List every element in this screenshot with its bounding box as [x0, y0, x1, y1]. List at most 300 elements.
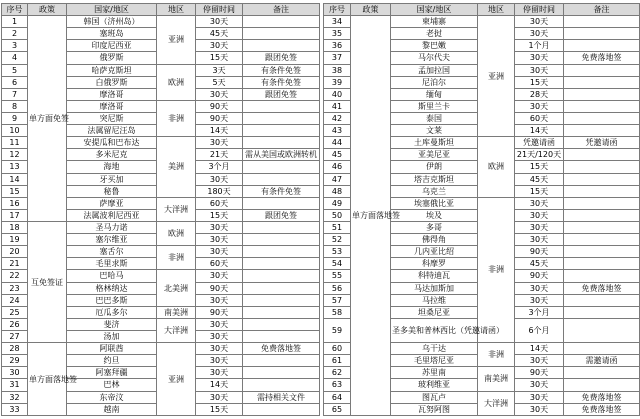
country-cell: 多米尼克 — [67, 149, 157, 161]
note-cell — [243, 40, 320, 52]
row-no: 19 — [2, 234, 28, 246]
note-cell — [243, 355, 320, 367]
country-cell: 毛里求斯 — [67, 258, 157, 270]
note-cell — [243, 137, 320, 149]
header-country: 国家/地区 — [67, 4, 157, 16]
stay-cell: 30天 — [196, 270, 243, 282]
stay-cell: 14天 — [196, 379, 243, 391]
country-cell: 海地 — [67, 161, 157, 173]
note-cell — [243, 403, 320, 415]
table-row — [2, 221, 320, 233]
region-cell: 非洲 — [157, 246, 196, 270]
row-no: 27 — [2, 330, 28, 342]
stay-cell: 30天 — [515, 294, 564, 306]
stay-cell: 凭邀请函 — [515, 137, 564, 149]
row-no: 30 — [2, 367, 28, 379]
left-table — [1, 3, 320, 416]
header-note: 备注 — [564, 4, 640, 16]
note-cell: 免费落地签 — [243, 343, 320, 355]
row-no: 65 — [324, 403, 351, 415]
row-no: 63 — [324, 379, 351, 391]
row-no: 35 — [324, 28, 351, 40]
note-cell: 跟团免签 — [243, 88, 320, 100]
country-cell: 塞班岛 — [67, 28, 157, 40]
note-cell — [243, 330, 320, 342]
country-cell: 格林纳达 — [67, 282, 157, 294]
country-cell: 玻利维亚 — [391, 379, 478, 391]
country-cell: 埃及 — [391, 209, 478, 221]
note-cell — [243, 367, 320, 379]
row-no: 25 — [2, 306, 28, 318]
row-no: 10 — [2, 125, 28, 137]
note-cell — [564, 221, 640, 233]
row-no: 8 — [2, 100, 28, 112]
policy-cell: 单方面落地签 — [351, 16, 391, 416]
note-cell — [243, 197, 320, 209]
country-cell: 科摩罗 — [391, 258, 478, 270]
country-cell: 安提瓜和巴布达 — [67, 137, 157, 149]
region-cell: 亚洲 — [478, 16, 515, 137]
stay-cell: 30天 — [196, 234, 243, 246]
row-no: 18 — [2, 221, 28, 233]
note-cell — [564, 234, 640, 246]
row-no: 47 — [324, 173, 351, 185]
note-cell: 免费落地签 — [564, 282, 640, 294]
row-no: 54 — [324, 258, 351, 270]
region-cell: 大洋洲 — [157, 318, 196, 342]
stay-cell: 30天 — [515, 52, 564, 64]
stay-cell: 45天 — [515, 173, 564, 185]
row-no: 38 — [324, 64, 351, 76]
row-no: 40 — [324, 88, 351, 100]
note-cell — [243, 161, 320, 173]
country-cell: 斐济 — [67, 318, 157, 330]
stay-cell: 30天 — [196, 16, 243, 28]
region-cell: 非洲 — [157, 100, 196, 136]
region-cell: 非洲 — [478, 343, 515, 367]
row-no: 51 — [324, 221, 351, 233]
row-no: 36 — [324, 40, 351, 52]
row-no: 62 — [324, 367, 351, 379]
stay-cell: 30天 — [196, 40, 243, 52]
stay-cell: 30天 — [196, 367, 243, 379]
header-stay: 停留时间 — [196, 4, 243, 16]
region-cell: 南美洲 — [478, 367, 515, 391]
country-cell: 尼泊尔 — [391, 76, 478, 88]
stay-cell: 45天 — [515, 258, 564, 270]
country-cell: 图瓦卢 — [391, 391, 478, 403]
note-cell — [564, 76, 640, 88]
row-no: 42 — [324, 112, 351, 124]
row-no: 15 — [2, 185, 28, 197]
note-cell — [243, 173, 320, 185]
stay-cell: 90天 — [196, 282, 243, 294]
country-cell: 萨摩亚 — [67, 197, 157, 209]
note-cell — [243, 246, 320, 258]
stay-cell: 30天 — [515, 16, 564, 28]
country-cell: 孟加拉国 — [391, 64, 478, 76]
stay-cell: 30天 — [515, 64, 564, 76]
country-cell: 厄瓜多尔 — [67, 306, 157, 318]
header-country: 国家/地区 — [391, 4, 478, 16]
country-cell: 阿塞拜疆 — [67, 367, 157, 379]
region-cell: 北美洲 — [157, 270, 196, 306]
note-cell — [564, 379, 640, 391]
note-cell: 有条件免签 — [243, 64, 320, 76]
row-no: 28 — [2, 343, 28, 355]
note-cell — [564, 185, 640, 197]
note-cell — [243, 28, 320, 40]
stay-cell: 30天 — [196, 294, 243, 306]
stay-cell: 90天 — [515, 367, 564, 379]
header-region: 地区 — [157, 4, 196, 16]
row-no: 55 — [324, 270, 351, 282]
country-cell: 圣多美和普林西比（凭邀请函） — [391, 318, 478, 342]
note-cell — [564, 173, 640, 185]
row-no: 29 — [2, 355, 28, 367]
note-cell: 免费落地签 — [564, 403, 640, 415]
note-cell — [564, 258, 640, 270]
country-cell: 圣马力诺 — [67, 221, 157, 233]
country-cell: 伊朗 — [391, 161, 478, 173]
country-cell: 塞舌尔 — [67, 246, 157, 258]
country-cell: 乌克兰 — [391, 185, 478, 197]
note-cell: 需邀请函 — [564, 355, 640, 367]
note-cell — [564, 270, 640, 282]
note-cell: 需从美国或欧洲转机 — [243, 149, 320, 161]
country-cell: 摩洛哥 — [67, 88, 157, 100]
note-cell: 有条件免签 — [243, 185, 320, 197]
stay-cell: 30天 — [196, 246, 243, 258]
note-cell — [564, 367, 640, 379]
stay-cell: 30天 — [515, 221, 564, 233]
row-no: 60 — [324, 343, 351, 355]
stay-cell: 30天 — [196, 343, 243, 355]
note-cell: 跟团免签 — [243, 209, 320, 221]
row-no: 64 — [324, 391, 351, 403]
note-cell — [243, 306, 320, 318]
region-cell: 大洋洲 — [157, 197, 196, 221]
country-cell: 摩洛哥 — [67, 100, 157, 112]
region-cell: 欧洲 — [478, 137, 515, 198]
note-cell — [243, 221, 320, 233]
stay-cell: 1个月 — [515, 40, 564, 52]
row-no: 1 — [2, 16, 28, 28]
header-no: 序号 — [324, 4, 351, 16]
region-cell: 美洲 — [157, 137, 196, 198]
header-stay: 停留时间 — [515, 4, 564, 16]
stay-cell: 30天 — [515, 355, 564, 367]
note-cell — [243, 379, 320, 391]
country-cell: 缅甸 — [391, 88, 478, 100]
row-no: 24 — [2, 294, 28, 306]
country-cell: 亚美尼亚 — [391, 149, 478, 161]
region-cell: 亚洲 — [157, 16, 196, 64]
row-no: 22 — [2, 270, 28, 282]
row-no: 33 — [2, 403, 28, 415]
stay-cell: 15天 — [196, 403, 243, 415]
row-no: 34 — [324, 16, 351, 28]
stay-cell: 60天 — [196, 258, 243, 270]
stay-cell: 15天 — [196, 52, 243, 64]
country-cell: 几内亚比绍 — [391, 246, 478, 258]
row-no: 31 — [2, 379, 28, 391]
country-cell: 约旦 — [67, 355, 157, 367]
stay-cell: 30天 — [196, 221, 243, 233]
note-cell — [564, 64, 640, 76]
country-cell: 老挝 — [391, 28, 478, 40]
header-policy: 政策 — [351, 4, 391, 16]
stay-cell: 21天 — [196, 149, 243, 161]
country-cell: 韩国（济州岛） — [67, 16, 157, 28]
row-no: 3 — [2, 40, 28, 52]
region-cell: 欧洲 — [157, 64, 196, 100]
row-no: 16 — [2, 197, 28, 209]
stay-cell: 28天 — [515, 88, 564, 100]
policy-cell: 单方面免签 — [28, 16, 67, 222]
country-cell: 俄罗斯 — [67, 52, 157, 64]
note-cell — [243, 282, 320, 294]
note-cell — [564, 294, 640, 306]
country-cell: 泰国 — [391, 112, 478, 124]
country-cell: 埃塞俄比亚 — [391, 197, 478, 209]
country-cell: 巴巴多斯 — [67, 294, 157, 306]
note-cell — [243, 318, 320, 330]
row-no: 44 — [324, 137, 351, 149]
row-no: 4 — [2, 52, 28, 64]
note-cell — [564, 197, 640, 209]
row-no: 37 — [324, 52, 351, 64]
country-cell: 白俄罗斯 — [67, 76, 157, 88]
country-cell: 土库曼斯坦 — [391, 137, 478, 149]
country-cell: 塞尔维亚 — [67, 234, 157, 246]
row-no: 32 — [2, 391, 28, 403]
country-cell: 乌干达 — [391, 343, 478, 355]
stay-cell: 15天 — [515, 76, 564, 88]
stay-cell: 6个月 — [515, 318, 564, 342]
table-row — [324, 16, 640, 28]
stay-cell: 30天 — [196, 330, 243, 342]
note-cell — [564, 100, 640, 112]
row-no: 17 — [2, 209, 28, 221]
header-policy: 政策 — [28, 4, 67, 16]
row-no: 7 — [2, 88, 28, 100]
row-no: 6 — [2, 76, 28, 88]
note-cell: 凭邀请函 — [564, 137, 640, 149]
note-cell: 免费落地签 — [564, 52, 640, 64]
note-cell — [564, 40, 640, 52]
note-cell — [243, 234, 320, 246]
region-cell: 亚洲 — [157, 343, 196, 416]
region-cell: 非洲 — [478, 197, 515, 342]
region-cell: 南美洲 — [157, 306, 196, 318]
note-cell — [564, 209, 640, 221]
row-no: 21 — [2, 258, 28, 270]
row-no: 43 — [324, 125, 351, 137]
note-cell — [564, 149, 640, 161]
note-cell — [243, 294, 320, 306]
country-cell: 哈萨克斯坦 — [67, 64, 157, 76]
policy-cell: 单方面落地签 — [28, 343, 67, 416]
table-row — [2, 16, 320, 28]
note-cell — [564, 88, 640, 100]
stay-cell: 3天 — [196, 64, 243, 76]
stay-cell: 30天 — [196, 173, 243, 185]
note-cell — [564, 343, 640, 355]
row-no: 48 — [324, 185, 351, 197]
note-cell — [564, 246, 640, 258]
note-cell — [564, 306, 640, 318]
stay-cell: 90天 — [515, 270, 564, 282]
country-cell: 文莱 — [391, 125, 478, 137]
row-no: 58 — [324, 306, 351, 318]
stay-cell: 30天 — [515, 391, 564, 403]
stay-cell: 30天 — [515, 209, 564, 221]
row-no: 57 — [324, 294, 351, 306]
header-region: 地区 — [478, 4, 515, 16]
row-no: 46 — [324, 161, 351, 173]
row-no: 9 — [2, 112, 28, 124]
row-no: 41 — [324, 100, 351, 112]
note-cell — [564, 16, 640, 28]
stay-cell: 15天 — [515, 185, 564, 197]
country-cell: 马达加斯加 — [391, 282, 478, 294]
country-cell: 印度尼西亚 — [67, 40, 157, 52]
header-no: 序号 — [2, 4, 28, 16]
note-cell — [243, 258, 320, 270]
stay-cell: 45天 — [196, 28, 243, 40]
country-cell: 塔吉克斯坦 — [391, 173, 478, 185]
stay-cell: 60天 — [515, 112, 564, 124]
country-cell: 突尼斯 — [67, 112, 157, 124]
region-cell: 欧洲 — [157, 221, 196, 245]
row-no: 23 — [2, 282, 28, 294]
note-cell — [564, 161, 640, 173]
row-no: 14 — [2, 173, 28, 185]
right-table — [323, 3, 640, 416]
country-cell: 巴哈马 — [67, 270, 157, 282]
row-no: 56 — [324, 282, 351, 294]
stay-cell: 30天 — [196, 318, 243, 330]
country-cell: 法属留尼汪岛 — [67, 125, 157, 137]
stay-cell: 180天 — [196, 185, 243, 197]
note-cell — [243, 100, 320, 112]
note-cell — [564, 28, 640, 40]
country-cell: 科特迪瓦 — [391, 270, 478, 282]
stay-cell: 30天 — [515, 100, 564, 112]
row-no: 12 — [2, 149, 28, 161]
stay-cell: 90天 — [196, 100, 243, 112]
stay-cell: 90天 — [196, 306, 243, 318]
country-cell: 越南 — [67, 403, 157, 415]
country-cell: 马拉维 — [391, 294, 478, 306]
stay-cell: 90天 — [196, 112, 243, 124]
country-cell: 佛得角 — [391, 234, 478, 246]
country-cell: 瓦努阿图 — [391, 403, 478, 415]
note-cell: 需持相关文件 — [243, 391, 320, 403]
note-cell — [564, 318, 640, 342]
row-no: 26 — [2, 318, 28, 330]
stay-cell: 30天 — [196, 88, 243, 100]
stay-cell: 15天 — [515, 161, 564, 173]
stay-cell: 5天 — [196, 76, 243, 88]
note-cell: 免费落地签 — [564, 391, 640, 403]
table-row — [2, 343, 320, 355]
note-cell — [243, 16, 320, 28]
header-row — [324, 4, 640, 16]
row-no: 45 — [324, 149, 351, 161]
row-no: 11 — [2, 137, 28, 149]
region-cell: 大洋洲 — [478, 391, 515, 415]
note-cell: 跟团免签 — [243, 52, 320, 64]
row-no: 20 — [2, 246, 28, 258]
country-cell: 牙买加 — [67, 173, 157, 185]
country-cell: 多哥 — [391, 221, 478, 233]
country-cell: 坦桑尼亚 — [391, 306, 478, 318]
country-cell: 秘鲁 — [67, 185, 157, 197]
row-no: 53 — [324, 246, 351, 258]
stay-cell: 15天 — [196, 209, 243, 221]
note-cell: 有条件免签 — [243, 76, 320, 88]
row-no: 49 — [324, 197, 351, 209]
row-no: 2 — [2, 28, 28, 40]
stay-cell: 30天 — [196, 355, 243, 367]
country-cell: 柬埔寨 — [391, 16, 478, 28]
policy-cell: 互免签证 — [28, 221, 67, 342]
note-cell — [564, 112, 640, 124]
country-cell: 黎巴嫩 — [391, 40, 478, 52]
stay-cell: 14天 — [515, 125, 564, 137]
stay-cell: 14天 — [196, 125, 243, 137]
note-cell — [243, 125, 320, 137]
header-row — [2, 4, 320, 16]
country-cell: 东帝汶 — [67, 391, 157, 403]
header-note: 备注 — [243, 4, 320, 16]
country-cell: 斯里兰卡 — [391, 100, 478, 112]
note-cell — [243, 112, 320, 124]
stay-cell: 90天 — [515, 246, 564, 258]
country-cell: 法属波利尼西亚 — [67, 209, 157, 221]
country-cell: 马尔代夫 — [391, 52, 478, 64]
stay-cell: 21天/120天 — [515, 149, 564, 161]
row-no: 13 — [2, 161, 28, 173]
stay-cell: 30天 — [515, 197, 564, 209]
note-cell — [564, 125, 640, 137]
stay-cell: 30天 — [196, 391, 243, 403]
stay-cell: 30天 — [515, 28, 564, 40]
row-no: 39 — [324, 76, 351, 88]
row-no: 59 — [324, 318, 351, 342]
row-no: 50 — [324, 209, 351, 221]
stay-cell: 3个月 — [196, 161, 243, 173]
row-no: 52 — [324, 234, 351, 246]
row-no: 61 — [324, 355, 351, 367]
country-cell: 阿联酋 — [67, 343, 157, 355]
country-cell: 巴林 — [67, 379, 157, 391]
country-cell: 毛里塔尼亚 — [391, 355, 478, 367]
stay-cell: 14天 — [515, 343, 564, 355]
stay-cell: 30天 — [515, 403, 564, 415]
stay-cell: 30天 — [515, 234, 564, 246]
stay-cell: 30天 — [196, 137, 243, 149]
country-cell: 汤加 — [67, 330, 157, 342]
stay-cell: 60天 — [196, 197, 243, 209]
stay-cell: 30天 — [515, 379, 564, 391]
stay-cell: 3个月 — [515, 306, 564, 318]
row-no: 5 — [2, 64, 28, 76]
note-cell — [243, 270, 320, 282]
stay-cell: 30天 — [515, 282, 564, 294]
